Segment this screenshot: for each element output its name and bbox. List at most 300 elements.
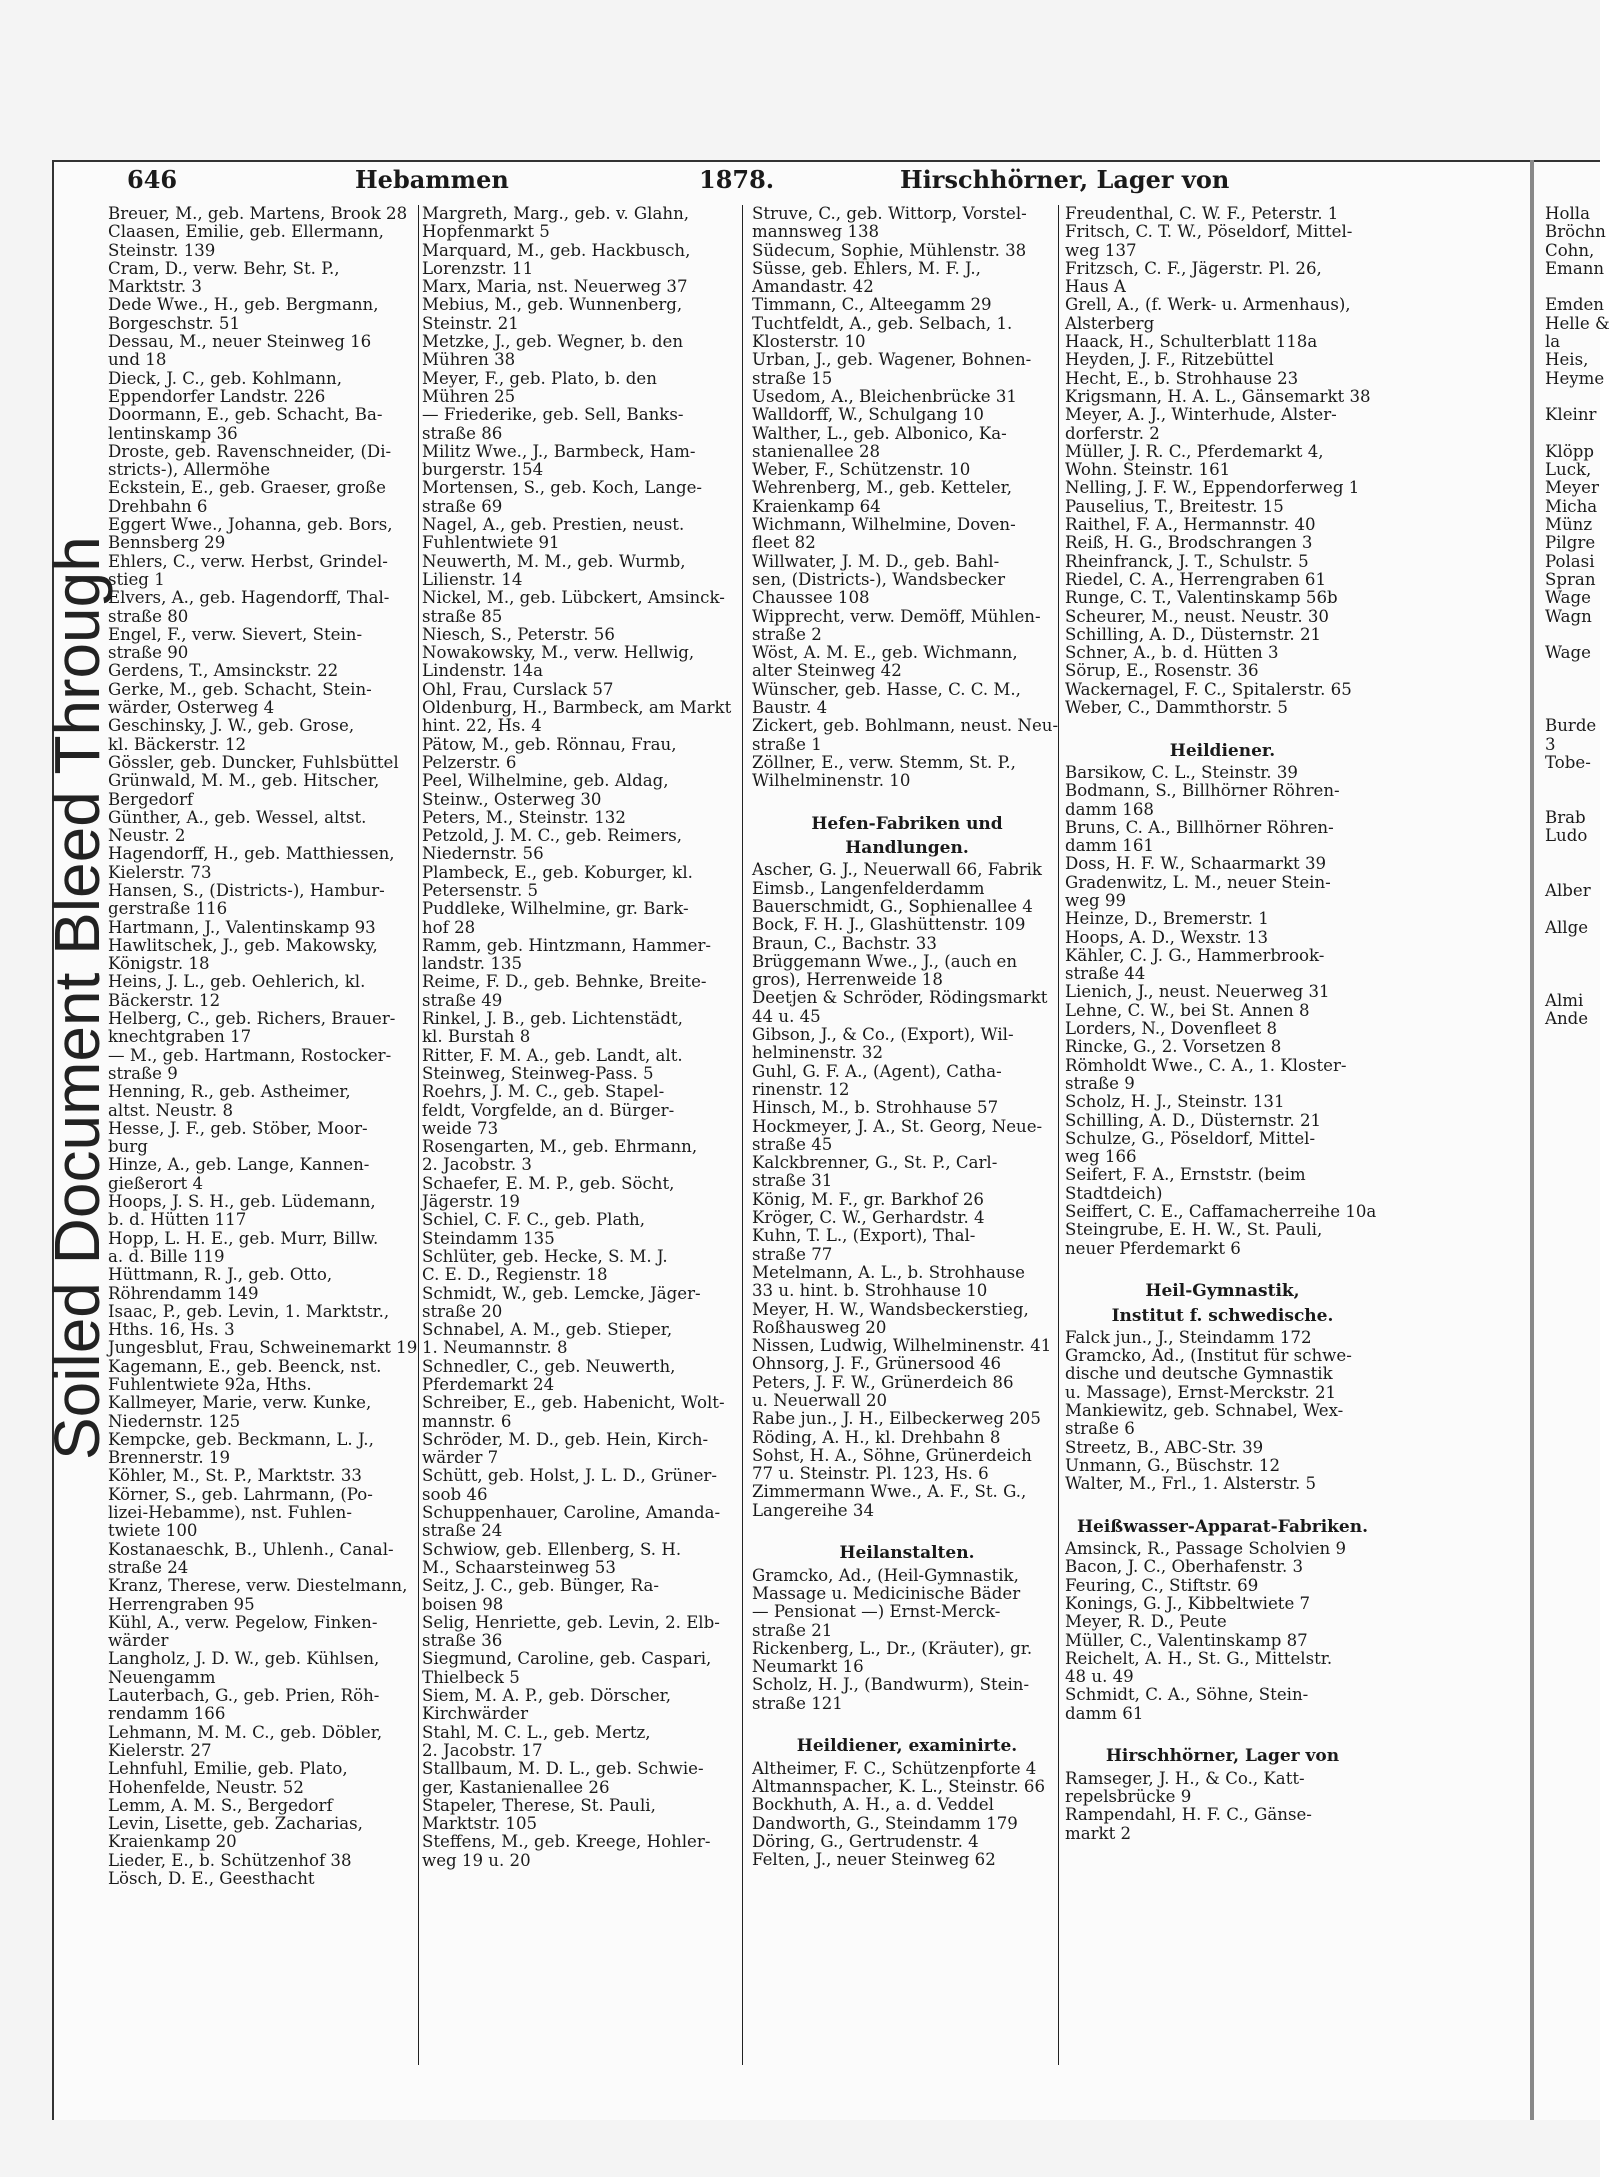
entry-line: Klöpp	[1545, 441, 1594, 461]
entry-line: helminenstr. 32	[752, 1043, 884, 1063]
entry-line: straße 77	[752, 1244, 833, 1264]
entry-line: Bauerschmidt, G., Sophienallee 4	[752, 896, 1033, 916]
entry-line: Bockhuth, A. H., a. d. Veddel	[752, 1795, 994, 1815]
entry-line: sen, (Districts-), Wandsbecker	[752, 569, 1006, 589]
entry-line: Hecht, E., b. Strohhause 23	[1065, 368, 1299, 388]
section-heading: Handlungen.	[845, 838, 969, 859]
entry-line: Kleinr	[1545, 405, 1597, 425]
entry-line: Seitz, J. C., geb. Bünger, Ra-	[422, 1576, 659, 1596]
entry-line: Bacon, J. C., Oberhafenstr. 3	[1065, 1557, 1304, 1577]
entry-line: Fuhlentwiete 92a, Hths.	[108, 1375, 312, 1394]
entry-line: Mühren 25	[422, 386, 516, 406]
column-rule	[742, 205, 743, 2065]
entry-line: Peters, J. F. W., Grünerdeich 86	[752, 1372, 1014, 1392]
entry-line: mannstr. 6	[422, 1411, 512, 1431]
entry-line: Hths. 16, Hs. 3	[108, 1320, 235, 1340]
entry-line: Braun, C., Bachstr. 33	[752, 933, 937, 953]
entry-line: damm 161	[1065, 836, 1154, 856]
page-number: 646	[127, 165, 178, 194]
entry-line: stanienallee 28	[752, 441, 881, 461]
entry-line: Stallbaum, M. D. L., geb. Schwie-	[422, 1759, 704, 1779]
entry-line: Meyer	[1545, 478, 1599, 498]
entry-line: Kraienkamp 20	[108, 1832, 237, 1852]
entry-line: Bäckerstr. 12	[108, 990, 221, 1010]
entry-line: Nowakowsky, M., verw. Hellwig,	[422, 643, 695, 663]
section-heading: Heißwasser-Apparat-Fabriken.	[1076, 1516, 1369, 1537]
entry-line: Droste, geb. Ravenschneider, (Di-	[108, 441, 392, 461]
entry-line: Gramcko, Ad., (Heil-Gymnastik,	[752, 1565, 1019, 1585]
entry-line: Dandworth, G., Steindamm 179	[752, 1813, 1018, 1833]
entry-line: Langereihe 34	[752, 1500, 874, 1520]
entry-line: 3	[1545, 734, 1556, 754]
entry-line: straße 24	[422, 1521, 503, 1541]
entry-line: a. d. Bille 119	[108, 1246, 225, 1266]
entry-line: — Friederike, geb. Sell, Banks-	[422, 405, 684, 425]
entry-line: Schröder, M. D., geb. Hein, Kirch-	[422, 1429, 709, 1449]
entry-line: und 18	[108, 350, 167, 370]
entry-line: Lilienstr. 14	[422, 569, 523, 589]
entry-line: Wagn	[1545, 606, 1592, 626]
entry-line: rendamm 166	[108, 1704, 226, 1724]
entry-line: hof 28	[422, 917, 476, 937]
entry-line: Massage u. Medicinische Bäder	[752, 1583, 1021, 1603]
entry-line: Rosengarten, M., geb. Ehrmann,	[422, 1137, 698, 1157]
entry-line	[1545, 699, 1605, 717]
entry-line: Rabe jun., J. H., Eilbeckerweg 205	[752, 1409, 1041, 1429]
entry-line: Altheimer, F. C., Schützenpforte 4	[752, 1758, 1037, 1778]
header-year: 1878.	[699, 165, 775, 194]
entry-line: Bock, F. H. J., Glashüttenstr. 109	[752, 915, 1026, 935]
entry-line: mannsweg 138	[752, 222, 880, 242]
entry-line: Altmannspacher, K. L., Steinstr. 66	[752, 1776, 1046, 1796]
entry-line: Amsinck, R., Passage Scholvien 9	[1065, 1539, 1347, 1559]
entry-line: Amandastr. 42	[752, 277, 874, 297]
entry-line: Struve, C., geb. Wittorp, Vorstel-	[752, 204, 1027, 223]
entry-line: Marx, Maria, nst. Neuerweg 37	[422, 277, 688, 297]
entry-line: wärder, Osterweg 4	[108, 698, 275, 718]
entry-line: Metzke, J., geb. Wegner, b. den	[422, 332, 684, 352]
entry-line: Streetz, B., ABC-Str. 39	[1065, 1437, 1264, 1457]
entry-line: kl. Burstah 8	[422, 1027, 531, 1047]
entry-line: Ramm, geb. Hintzmann, Hammer-	[422, 935, 712, 955]
entry-line: Röding, A. H., kl. Drehbahn 8	[752, 1427, 1001, 1447]
entry-line: Bodmann, S., Billhörner Röhren-	[1065, 781, 1340, 801]
entry-line: Geschinsky, J. W., geb. Grose,	[108, 716, 355, 736]
entry-line: 44 u. 45	[752, 1006, 821, 1026]
entry-line: u. Massage), Ernst-Merckstr. 21	[1065, 1382, 1337, 1402]
entry-line: Almi	[1545, 990, 1584, 1010]
entry-line: Steinw., Osterweg 30	[422, 789, 602, 809]
entry-line: damm 61	[1065, 1703, 1144, 1723]
entry-line: Eggert Wwe., Johanna, geb. Bors,	[108, 515, 393, 535]
entry-line: 2. Jacobstr. 17	[422, 1740, 543, 1760]
entry-line: Fritzsch, C. F., Jägerstr. Pl. 26,	[1065, 258, 1322, 278]
entry-line: Puddleke, Wilhelmine, gr. Bark-	[422, 899, 689, 919]
entry-line: Guhl, G. F. A., (Agent), Catha-	[752, 1061, 1002, 1081]
entry-line	[752, 1713, 1062, 1731]
entry-line: Hüttmann, R. J., geb. Otto,	[108, 1265, 333, 1285]
entry-line: neuer Pferdemarkt 6	[1065, 1238, 1241, 1258]
entry-line: Emden	[1545, 295, 1604, 315]
entry-line: Sörup, E., Rosenstr. 36	[1065, 661, 1259, 681]
entry-line: Petersenstr. 5	[422, 880, 539, 900]
entry-line: Köhler, M., St. P., Marktstr. 33	[108, 1466, 362, 1486]
entry-line: Kuhn, T. L., (Export), Thal-	[752, 1226, 976, 1246]
entry-line: Falck jun., J., Steindamm 172	[1065, 1327, 1312, 1347]
entry-line: Neuengamm	[108, 1667, 216, 1687]
entry-line: Pferdemarkt 24	[422, 1375, 555, 1394]
entry-line: Steinstr. 21	[422, 313, 519, 333]
entry-line: Gradenwitz, L. M., neuer Stein-	[1065, 872, 1331, 892]
entry-line: Pauselius, T., Breitestr. 15	[1065, 496, 1284, 516]
entry-line: straße 44	[1065, 964, 1146, 984]
entry-line: Alsterberg	[1065, 313, 1155, 333]
entry-line: Eppendorfer Landstr. 226	[108, 386, 326, 406]
entry-line: Kielerstr. 73	[108, 862, 212, 882]
entry-line: Südecum, Sophie, Mühlenstr. 38	[752, 240, 1027, 260]
entry-line: Wohn. Steinstr. 161	[1065, 460, 1231, 480]
entry-line: burgerstr. 154	[422, 460, 544, 480]
entry-line: Margreth, Marg., geb. v. Glahn,	[422, 204, 690, 223]
entry-line: Wünscher, geb. Hasse, C. C. M.,	[752, 679, 1021, 699]
entry-line: Schnedler, C., geb. Neuwerth,	[422, 1356, 676, 1376]
entry-line: Borgeschstr. 51	[108, 313, 241, 333]
entry-line: weide 73	[422, 1118, 499, 1138]
entry-line: Königstr. 18	[108, 954, 210, 974]
entry-line: straße 1	[752, 734, 822, 754]
entry-line	[1545, 388, 1605, 406]
entry-line: Kostanaeschk, B., Uhlenh., Canal-	[108, 1539, 394, 1559]
entry-line: Marktstr. 105	[422, 1814, 538, 1834]
entry-line: Wichmann, Wilhelmine, Doven-	[752, 515, 1016, 535]
entry-line	[1065, 1723, 1380, 1741]
margin-stamp-text: Soiled Document Bleed Through	[41, 536, 113, 1460]
entry-line: Kalckbrenner, G., St. P., Carl-	[752, 1153, 998, 1173]
entry-line	[1545, 425, 1605, 443]
entry-line: Sohst, H. A., Söhne, Grünerdeich	[752, 1445, 1032, 1465]
entry-line: Schmidt, W., geb. Lemcke, Jäger-	[422, 1283, 701, 1303]
entry-line: Zickert, geb. Bohlmann, neust. Neu-	[752, 716, 1059, 736]
entry-line: repelsbrücke 9	[1065, 1786, 1192, 1806]
entry-line: Meyer, R. D., Peute	[1065, 1612, 1227, 1632]
entry-line: Niesch, S., Peterstr. 56	[422, 624, 615, 644]
entry-line: Schwiow, geb. Ellenberg, S. H.	[422, 1539, 682, 1559]
entry-line: Haus A	[1065, 277, 1126, 297]
entry-line: Riedel, C. A., Herrengraben 61	[1065, 569, 1327, 589]
entry-line: Wage	[1545, 588, 1591, 608]
entry-line: Ludo	[1545, 826, 1588, 846]
entry-line: Mortensen, S., geb. Koch, Lange-	[422, 478, 702, 498]
entry-line: Hagendorff, H., geb. Matthiessen,	[108, 844, 395, 864]
entry-line: landstr. 135	[422, 954, 523, 974]
entry-line: Steingrube, E. H. W., St. Pauli,	[1065, 1220, 1323, 1240]
entry-line: Kempcke, geb. Beckmann, L. J.,	[108, 1429, 374, 1449]
entry-line: Zimmermann Wwe., A. F., St. G.,	[752, 1482, 1027, 1502]
entry-line: Baustr. 4	[752, 698, 828, 718]
entry-line: straße 69	[422, 496, 503, 516]
entry-line: Wipprecht, verw. Demöff, Mühlen-	[752, 606, 1041, 626]
entry-line: Neumarkt 16	[752, 1657, 864, 1677]
entry-line: straße 45	[752, 1134, 833, 1154]
entry-line	[1545, 681, 1605, 699]
entry-line: Peel, Wilhelmine, geb. Aldag,	[422, 771, 669, 791]
entry-line: Heyden, J. F., Ritzebüttel	[1065, 350, 1274, 370]
entry-line: straße 90	[108, 643, 189, 663]
entry-line: Lieder, E., b. Schützenhof 38	[108, 1850, 352, 1870]
entry-line: Allge	[1545, 917, 1589, 937]
entry-line: Walter, M., Frl., 1. Alsterstr. 5	[1065, 1474, 1317, 1494]
entry-line: Meyer, H. W., Wandsbeckerstieg,	[752, 1299, 1029, 1319]
entry-line: Luck,	[1545, 460, 1592, 480]
entry-line: Hopp, L. H. E., geb. Murr, Billw.	[108, 1228, 379, 1248]
entry-line: Claasen, Emilie, geb. Ellermann,	[108, 222, 384, 242]
entry-line: Marktstr. 3	[108, 277, 202, 297]
entry-line: — M., geb. Hartmann, Rostocker-	[108, 1045, 392, 1065]
entry-line: Emann	[1545, 258, 1605, 278]
entry-line: 77 u. Steinstr. Pl. 123, Hs. 6	[752, 1464, 989, 1484]
entry-line: Helberg, C., geb. Richers, Brauer-	[108, 1009, 396, 1029]
entry-line: Pilgre	[1545, 533, 1596, 553]
entry-line	[1545, 791, 1605, 809]
entry-line: Nagel, A., geb. Prestien, neust.	[422, 515, 685, 535]
entry-line: Wöst, A. M. E., geb. Wichmann,	[752, 643, 1018, 663]
entry-line: fleet 82	[752, 533, 816, 553]
entry-line: Nickel, M., geb. Lübckert, Amsinck-	[422, 588, 725, 608]
entry-line: la	[1545, 332, 1561, 352]
entry-line: Kröger, C. W., Gerhardstr. 4	[752, 1208, 985, 1228]
entry-line: wärder 7	[422, 1448, 499, 1468]
entry-line: Wehrenberg, M., geb. Ketteler,	[752, 478, 1013, 498]
entry-line: Hawlitschek, J., geb. Makowsky,	[108, 935, 378, 955]
entry-line	[1065, 1493, 1380, 1511]
entry-line: Neustr. 2	[108, 826, 186, 846]
entry-line: Seifert, F. A., Ernststr. (beim	[1065, 1165, 1306, 1185]
entry-line: Gramcko, Ad., (Institut für schwe-	[1065, 1346, 1352, 1366]
entry-line	[1545, 845, 1605, 863]
entry-line: Lorders, N., Dovenfleet 8	[1065, 1019, 1278, 1039]
entry-line: Körner, S., geb. Lahrmann, (Po-	[108, 1484, 373, 1504]
entry-line: Niedernstr. 56	[422, 844, 544, 864]
entry-line: Barsikow, C. L., Steinstr. 39	[1065, 762, 1298, 782]
entry-line: straße 15	[752, 368, 833, 388]
entry-line: Fritsch, C. T. W., Pöseldorf, Mittel-	[1065, 222, 1353, 242]
entry-line: markt 2	[1065, 1823, 1132, 1843]
entry-line: Kielerstr. 27	[108, 1740, 212, 1760]
entry-line	[752, 791, 1062, 809]
entry-line: knechtgraben 17	[108, 1027, 252, 1047]
entry-line: Freudenthal, C. W. F., Peterstr. 1	[1065, 204, 1339, 223]
entry-line: Neuwerth, M. M., geb. Wurmb,	[422, 551, 686, 571]
entry-line: Brüggemann Wwe., J., (auch en	[752, 951, 1018, 971]
entry-line: Gibson, J., & Co., (Export), Wil-	[752, 1025, 1014, 1045]
entry-line: Schmidt, C. A., Söhne, Stein-	[1065, 1685, 1309, 1705]
entry-line: Metelmann, A. L., b. Strohhause	[752, 1262, 1025, 1282]
entry-line: Fuhlentwiete 91	[422, 533, 560, 553]
entry-line: Röhrendamm 149	[108, 1283, 259, 1303]
entry-line: weg 137	[1065, 240, 1137, 260]
entry-line: Jungesblut, Frau, Schweinemarkt 19	[108, 1338, 418, 1358]
entry-line: Roßhausweg 20	[752, 1317, 887, 1337]
entry-line: Gerke, M., geb. Schacht, Stein-	[108, 679, 372, 699]
entry-line: Heins, J. L., geb. Oehlerich, kl.	[108, 972, 366, 992]
entry-line: Jägerstr. 19	[422, 1192, 520, 1212]
entry-line: 1. Neumannstr. 8	[422, 1338, 568, 1358]
entry-line: Hohenfelde, Neustr. 52	[108, 1777, 304, 1797]
entry-line: Schreiber, E., geb. Habenicht, Wolt-	[422, 1393, 725, 1413]
entry-line: Bröchn	[1545, 222, 1606, 242]
entry-line: straße 49	[422, 990, 503, 1010]
entry-line: Rickenberg, L., Dr., (Kräuter), gr.	[752, 1638, 1033, 1658]
entry-line: Tuchtfeldt, A., geb. Selbach, 1.	[752, 313, 1013, 333]
entry-line: Petzold, J. M. C., geb. Reimers,	[422, 826, 683, 846]
entry-line: Willwater, J. M. D., geb. Bahl-	[752, 551, 1000, 571]
entry-line: Bruns, C. A., Billhörner Röhren-	[1065, 817, 1334, 837]
header-section-left: Hebammen	[355, 165, 509, 194]
section-heading: Heilanstalten.	[839, 1543, 975, 1564]
column-1	[108, 205, 418, 1888]
entry-line: Klosterstr. 10	[752, 332, 866, 352]
entry-line: Langholz, J. D. W., geb. Kühlsen,	[108, 1649, 380, 1669]
entry-line: Henning, R., geb. Astheimer,	[108, 1082, 351, 1102]
entry-line: Mebius, M., geb. Wunnenberg,	[422, 295, 683, 315]
entry-line: 33 u. hint. b. Strohhause 10	[752, 1281, 988, 1301]
entry-line: Timmann, C., Alteegamm 29	[752, 295, 992, 315]
entry-line: Isaac, P., geb. Levin, 1. Marktstr.,	[108, 1301, 390, 1321]
section-heading: Heil-Gymnastik,	[1145, 1281, 1300, 1302]
entry-line: Müller, J. R. C., Pferdemarkt 4,	[1065, 441, 1324, 461]
entry-line: Bennsberg 29	[108, 533, 226, 553]
entry-line: Weber, C., Dammthorstr. 5	[1065, 698, 1288, 718]
entry-line: Stapeler, Therese, St. Pauli,	[422, 1795, 656, 1815]
entry-line: straße 21	[752, 1620, 833, 1640]
entry-line: Schnabel, A. M., geb. Stieper,	[422, 1320, 673, 1340]
entry-line: Grünwald, M. M., geb. Hitscher,	[108, 771, 380, 791]
entry-line: Kallmeyer, Marie, verw. Kunke,	[108, 1393, 372, 1413]
entry-line: Usedom, A., Bleichenbrücke 31	[752, 386, 1017, 406]
entry-line: Ande	[1545, 1009, 1589, 1029]
entry-line: twiete 100	[108, 1521, 198, 1541]
entry-line: weg 19 u. 20	[422, 1850, 531, 1870]
entry-line: Gerdens, T., Amsinckstr. 22	[108, 661, 339, 681]
entry-line: Hansen, S., (Districts-), Hambur-	[108, 880, 385, 900]
entry-line: Ascher, G. J., Neuerwall 66, Fabrik	[752, 860, 1042, 880]
entry-line	[1545, 955, 1605, 973]
entry-line: Dessau, M., neuer Steinweg 16	[108, 332, 372, 352]
entry-line: Konings, G. J., Kibbeltwiete 7	[1065, 1593, 1311, 1613]
entry-line: Runge, C. T., Valentinskamp 56b	[1065, 588, 1338, 608]
entry-line: Schaefer, E. M. P., geb. Söcht,	[422, 1173, 675, 1193]
entry-line: straße 24	[108, 1557, 189, 1577]
entry-line: Döring, G., Gertrudenstr. 4	[752, 1831, 979, 1851]
entry-line: 2. Jacobstr. 3	[422, 1155, 532, 1175]
entry-line: Nissen, Ludwig, Wilhelminenstr. 41	[752, 1336, 1052, 1356]
section-heading: Heildiener, examinirte.	[796, 1736, 1018, 1757]
entry-line: Marquard, M., geb. Hackbusch,	[422, 240, 691, 260]
entry-line: Wackernagel, F. C., Spitalerstr. 65	[1065, 679, 1352, 699]
entry-line: Hopfenmarkt 5	[422, 222, 550, 242]
entry-line	[1545, 900, 1605, 918]
entry-line: Stadtdeich)	[1065, 1183, 1163, 1203]
entry-line: Peters, M., Steinstr. 132	[422, 807, 626, 827]
entry-line: Schilling, A. D., Düsternstr. 21	[1065, 624, 1322, 644]
entry-line: Doormann, E., geb. Schacht, Ba-	[108, 405, 383, 425]
entry-line: Raithel, F. A., Hermannstr. 40	[1065, 515, 1316, 535]
entry-line: Helle &	[1545, 313, 1610, 333]
entry-line: Kraienkamp 64	[752, 496, 881, 516]
entry-line: Pätow, M., geb. Rönnau, Frau,	[422, 734, 677, 754]
entry-line: Seiffert, C. E., Caffamacherreihe 10a	[1065, 1202, 1377, 1222]
entry-line: — Pensionat —) Ernst-Merck-	[752, 1602, 1001, 1622]
entry-line	[1065, 717, 1380, 735]
entry-line: lentinskamp 36	[108, 423, 238, 443]
page-edge	[1530, 160, 1534, 2120]
entry-line: Elvers, A., geb. Hagendorff, Thal-	[108, 588, 390, 608]
entry-line: Plambeck, E., geb. Koburger, kl.	[422, 862, 693, 882]
entry-line	[1545, 278, 1605, 296]
entry-line: Brennerstr. 19	[108, 1448, 231, 1468]
entry-line: Krigsmann, H. A. L., Gänsemarkt 38	[1065, 386, 1371, 406]
entry-line: soob 46	[422, 1484, 488, 1504]
entry-line: Levin, Lisette, geb. Zacharias,	[108, 1814, 363, 1834]
section-heading: Hirschhörner, Lager von	[1105, 1746, 1340, 1767]
entry-line: Münz	[1545, 515, 1593, 535]
entry-line: Deetjen & Schröder, Rödingsmarkt	[752, 988, 1048, 1008]
entry-line: Roehrs, J. M. C., geb. Stapel-	[422, 1082, 665, 1102]
entry-line: stricts-), Allermöhe	[108, 460, 271, 480]
entry-line: straße 20	[422, 1301, 503, 1321]
entry-line: Hartmann, J., Valentinskamp 93	[108, 917, 376, 937]
margin-stamp	[0, 380, 113, 1480]
entry-line: Rampendahl, H. F. C., Gänse-	[1065, 1805, 1312, 1825]
entry-line: Felten, J., neuer Steinweg 62	[752, 1850, 996, 1870]
entry-line: Lösch, D. E., Geesthacht	[108, 1869, 315, 1889]
entry-line: stieg 1	[108, 569, 165, 589]
entry-line: Rheinfranck, J. T., Schulstr. 5	[1065, 551, 1309, 571]
entry-line: Meyer, F., geb. Plato, b. den	[422, 368, 657, 388]
entry-line: Herrengraben 95	[108, 1594, 255, 1614]
entry-line: Kagemann, E., geb. Beenck, nst.	[108, 1356, 382, 1376]
entry-line: Weber, F., Schützenstr. 10	[752, 460, 971, 480]
entry-line: Polasi	[1545, 551, 1595, 571]
entry-line: Lemm, A. M. S., Bergedorf	[108, 1795, 333, 1815]
entry-line: Siem, M. A. P., geb. Dörscher,	[422, 1686, 672, 1706]
entry-line: weg 166	[1065, 1147, 1137, 1167]
entry-line: wärder	[108, 1631, 169, 1651]
entry-line: Walldorff, W., Schulgang 10	[752, 405, 984, 425]
entry-line: Scheurer, M., neust. Neustr. 30	[1065, 606, 1329, 626]
section-heading: Hefen-Fabriken und	[811, 813, 1003, 834]
entry-line: Brab	[1545, 807, 1586, 827]
entry-line: Stahl, M. C. L., geb. Mertz,	[422, 1722, 651, 1742]
entry-line: Schiel, C. F. C., geb. Plath,	[422, 1210, 646, 1230]
page-header	[75, 165, 1545, 205]
entry-line: Urban, J., geb. Wagener, Bohnen-	[752, 350, 1032, 370]
entry-line: Drehbahn 6	[108, 496, 208, 516]
section-heading: Institut f. schwedische.	[1111, 1305, 1334, 1326]
entry-line: Ehlers, C., verw. Herbst, Grindel-	[108, 551, 388, 571]
entry-line: Doss, H. F. W., Schaarmarkt 39	[1065, 854, 1327, 874]
entry-line: Heyme	[1545, 368, 1605, 388]
entry-line: Bergedorf	[108, 789, 194, 809]
entry-line: Haack, H., Schulterblatt 118a	[1065, 332, 1318, 352]
entry-line: u. Neuerwall 20	[752, 1391, 888, 1410]
entry-line: straße 2	[752, 624, 822, 644]
entry-line: straße 85	[422, 606, 503, 626]
entry-line: ger, Kastanienallee 26	[422, 1777, 610, 1797]
entry-line: Kähler, C. J. G., Hammerbrook-	[1065, 945, 1325, 965]
entry-line: Hoops, J. S. H., geb. Lüdemann,	[108, 1192, 376, 1212]
entry-line: Pelzerstr. 6	[422, 752, 517, 772]
